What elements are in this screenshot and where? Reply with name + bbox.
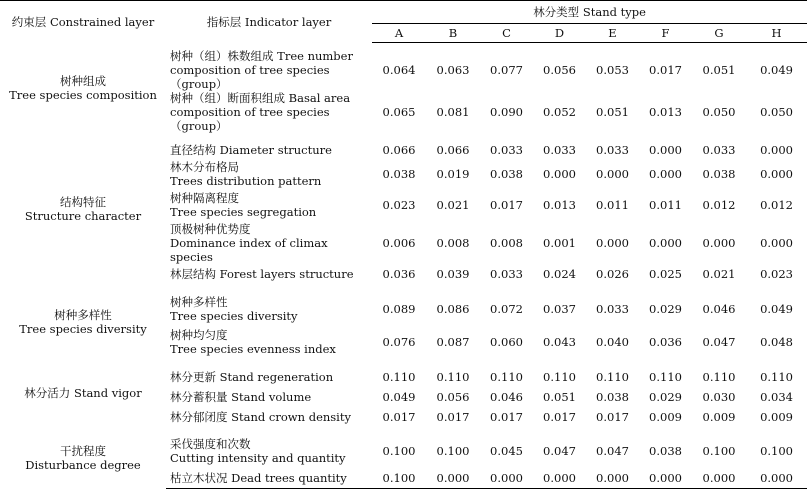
indicator-label: 林分蓄积量 Stand volume <box>170 390 312 404</box>
indicator-label-en: Tree species diversity <box>170 309 298 323</box>
weight-value-c: 0.008 <box>490 235 523 250</box>
indicator-cell <box>166 388 372 407</box>
weight-value-h: 0.023 <box>760 267 794 281</box>
weight-value-d: 0.052 <box>543 104 576 119</box>
weight-value-d: 0.000 <box>533 468 586 489</box>
weight-value-c: 0.033 <box>490 267 523 281</box>
table-row <box>0 133 807 160</box>
weight-value-h: 0.000 <box>760 143 794 157</box>
indicator-cell <box>166 91 372 133</box>
weight-value-h: 0.050 <box>760 104 794 119</box>
weight-value-b: 0.081 <box>436 104 470 119</box>
weight-value-e: 0.033 <box>596 302 629 316</box>
weight-value-c: 0.046 <box>490 390 523 404</box>
weight-value-b: 0.086 <box>436 302 470 316</box>
constrained-layer-en: Disturbance degree <box>25 457 141 472</box>
indicator-label: 林分更新 Stand regeneration <box>170 370 334 384</box>
weight-value-b: 0.021 <box>436 198 470 212</box>
weight-value-e: 0.110 <box>596 370 629 384</box>
weight-value-h: 0.048 <box>760 335 794 349</box>
header-indicator-layer: 指标层 Indicator layer <box>166 1 372 43</box>
weight-value-b: 0.110 <box>436 370 470 384</box>
weight-value-g: 0.047 <box>702 335 736 349</box>
weight-value-g: 0.038 <box>702 167 736 181</box>
weight-value-d: 0.110 <box>543 370 576 384</box>
weight-value-e: 0.040 <box>596 335 629 349</box>
weight-value-d: 0.047 <box>543 444 576 458</box>
weight-value-g: 0.000 <box>702 235 736 250</box>
constrained-layer-cell <box>0 285 166 359</box>
header-constrained-layer: 约束层 Constrained layer <box>0 1 166 43</box>
weight-value-a: 0.100 <box>372 468 426 489</box>
table-row <box>0 359 807 388</box>
weight-value-g: 0.021 <box>702 267 736 281</box>
weight-value-d: 0.033 <box>543 143 576 157</box>
weight-value-c: 0.033 <box>490 143 523 157</box>
constrained-layer-cell <box>0 43 166 133</box>
indicator-cell <box>166 264 372 285</box>
weight-value-f: 0.000 <box>639 468 692 489</box>
weight-value-a: 0.100 <box>382 444 416 458</box>
weight-value-d: 0.017 <box>543 409 576 424</box>
weight-value-b: 0.087 <box>436 335 470 349</box>
indicator-label: 枯立木状况 Dead trees quantity <box>170 470 347 485</box>
constrained-layer-zh: 林分活力 Stand vigor <box>24 385 142 400</box>
weight-value-d: 0.024 <box>543 267 576 281</box>
constrained-layer-cell <box>0 427 166 489</box>
indicator-cell <box>166 359 372 388</box>
weight-value-e: 0.000 <box>596 235 629 250</box>
weight-value-g: 0.051 <box>702 62 736 77</box>
weight-value-b: 0.056 <box>436 390 470 404</box>
weight-value-c: 0.077 <box>490 62 523 77</box>
weight-value-a: 0.038 <box>382 167 416 181</box>
header-type-c: C <box>480 24 533 43</box>
weight-value-c: 0.000 <box>480 468 533 489</box>
weight-value-b: 0.017 <box>436 409 470 424</box>
weight-value-h: 0.012 <box>760 198 794 212</box>
table-row <box>0 427 807 468</box>
constrained-layer-zh: 干扰程度 <box>60 443 106 458</box>
indicator-label: 树种隔离程度 <box>170 191 239 205</box>
indicator-cell <box>166 222 372 264</box>
weight-value-e: 0.047 <box>596 444 629 458</box>
weight-value-b: 0.066 <box>436 143 470 157</box>
table-row <box>0 285 807 326</box>
weight-value-d: 0.043 <box>543 335 576 349</box>
weight-value-f: 0.038 <box>649 444 682 458</box>
indicator-label-en: Tree species segregation <box>170 205 317 219</box>
weight-value-f: 0.029 <box>649 302 682 316</box>
weight-value-f: 0.009 <box>649 409 682 424</box>
weight-value-d: 0.000 <box>543 167 576 181</box>
constrained-layer-en: Structure character <box>24 208 142 223</box>
constrained-layer-cell <box>0 359 166 427</box>
weight-value-h: 0.000 <box>760 235 794 250</box>
weight-value-e: 0.000 <box>586 468 639 489</box>
weight-value-f: 0.025 <box>649 267 682 281</box>
weight-value-b: 0.008 <box>436 235 470 250</box>
indicator-cell <box>166 285 372 326</box>
indicator-cell <box>166 427 372 468</box>
weight-value-f: 0.000 <box>649 143 682 157</box>
weight-value-g: 0.046 <box>702 302 736 316</box>
weight-value-g: 0.000 <box>692 468 746 489</box>
weight-value-b: 0.100 <box>436 444 470 458</box>
indicator-label: 采伐强度和次数 <box>170 437 251 451</box>
weight-value-h: 0.000 <box>760 167 794 181</box>
weight-value-h: 0.110 <box>760 370 794 384</box>
weight-value-f: 0.011 <box>649 198 682 212</box>
indicator-cell <box>166 326 372 359</box>
weight-value-h: 0.049 <box>760 62 794 77</box>
weight-value-e: 0.000 <box>596 167 629 181</box>
weight-value-a: 0.076 <box>382 335 416 349</box>
weight-value-b: 0.063 <box>436 62 470 77</box>
weight-value-d: 0.056 <box>543 62 576 77</box>
weight-value-e: 0.026 <box>596 267 629 281</box>
weight-value-c: 0.060 <box>490 335 523 349</box>
weight-value-a: 0.065 <box>382 104 416 119</box>
indicator-cell <box>166 468 372 489</box>
indicator-label: 林分郁闭度 Stand crown density <box>170 409 351 424</box>
indicator-cell <box>166 133 372 160</box>
indicator-cell <box>166 43 372 91</box>
weight-value-e: 0.011 <box>596 198 629 212</box>
weight-value-f: 0.036 <box>649 335 682 349</box>
weight-value-c: 0.017 <box>490 198 523 212</box>
weight-value-h: 0.049 <box>760 302 794 316</box>
table-body <box>0 43 807 489</box>
weight-value-e: 0.053 <box>596 62 629 77</box>
weight-value-c: 0.038 <box>490 167 523 181</box>
weight-value-g: 0.110 <box>702 370 736 384</box>
indicator-label: 树种均匀度 <box>170 328 228 342</box>
indicator-label-en: Tree species evenness index <box>170 342 336 356</box>
weight-value-f: 0.000 <box>649 235 682 250</box>
weight-value-a: 0.036 <box>382 267 416 281</box>
constrained-layer-en: Tree species diversity <box>19 321 147 336</box>
indicator-label: 直径结构 Diameter structure <box>170 143 332 157</box>
weight-value-h: 0.009 <box>760 409 794 424</box>
weight-value-f: 0.013 <box>649 104 682 119</box>
weight-value-e: 0.017 <box>596 409 629 424</box>
weight-value-h: 0.000 <box>746 468 807 489</box>
weight-value-g: 0.012 <box>702 198 736 212</box>
weight-value-a: 0.023 <box>382 198 416 212</box>
constrained-layer-en: Tree species composition <box>9 87 157 102</box>
weight-value-h: 0.100 <box>760 444 794 458</box>
weight-value-a: 0.049 <box>382 390 416 404</box>
indicator-label: 林木分布格局 <box>170 160 239 174</box>
weight-value-e: 0.038 <box>596 390 629 404</box>
weight-value-g: 0.030 <box>702 390 736 404</box>
header-type-g: G <box>692 24 746 43</box>
weight-value-d: 0.037 <box>543 302 576 316</box>
indicator-label-en: Cutting intensity and quantity <box>170 451 346 465</box>
indicator-label-en: composition of tree species（group） <box>170 104 330 133</box>
header-type-d: D <box>533 24 586 43</box>
indicator-label: 树种（组）株数组成 Tree number <box>170 48 353 63</box>
indicator-label: 林层结构 Forest layers structure <box>170 267 354 281</box>
constrained-layer-zh: 结构特征 <box>60 194 106 209</box>
weight-value-c: 0.017 <box>490 409 523 424</box>
weight-value-a: 0.006 <box>382 235 416 250</box>
weight-value-a: 0.017 <box>382 409 416 424</box>
header-stand-type: 林分类型 Stand type <box>372 1 807 24</box>
header-type-e: E <box>586 24 639 43</box>
weight-value-b: 0.000 <box>426 468 480 489</box>
weight-value-c: 0.110 <box>490 370 523 384</box>
indicator-label-en: Dominance index of climax species <box>170 235 328 264</box>
weight-value-a: 0.110 <box>382 370 416 384</box>
header-type-a: A <box>372 24 426 43</box>
weight-value-f: 0.029 <box>649 390 682 404</box>
constrained-layer-zh: 树种多样性 <box>54 307 112 322</box>
weight-value-b: 0.039 <box>436 267 470 281</box>
weight-value-g: 0.050 <box>702 104 736 119</box>
indicator-label-en: composition of tree species（group） <box>170 62 330 91</box>
indicator-cell <box>166 189 372 222</box>
weight-value-d: 0.013 <box>543 198 576 212</box>
weight-value-g: 0.009 <box>702 409 736 424</box>
indicator-cell <box>166 407 372 427</box>
indicator-cell <box>166 160 372 189</box>
header-type-b: B <box>426 24 480 43</box>
weight-value-c: 0.090 <box>490 104 523 119</box>
weight-value-c: 0.045 <box>490 444 523 458</box>
weight-value-f: 0.110 <box>649 370 682 384</box>
weight-value-a: 0.089 <box>382 302 416 316</box>
constrained-layer-zh: 树种组成 <box>60 73 106 88</box>
weight-value-e: 0.051 <box>596 104 629 119</box>
weight-value-d: 0.051 <box>543 390 576 404</box>
indicator-label-en: Trees distribution pattern <box>170 174 322 188</box>
weight-value-a: 0.064 <box>382 62 416 77</box>
header-type-h: H <box>746 24 807 43</box>
weight-value-e: 0.033 <box>596 143 629 157</box>
weight-value-g: 0.033 <box>702 143 736 157</box>
weight-value-c: 0.072 <box>490 302 523 316</box>
weight-value-h: 0.034 <box>760 390 794 404</box>
indicator-label: 树种（组）断面积组成 Basal area <box>170 90 351 105</box>
weight-value-f: 0.017 <box>649 62 682 77</box>
weight-value-a: 0.066 <box>382 143 416 157</box>
weight-value-b: 0.019 <box>436 167 470 181</box>
weight-value-f: 0.000 <box>649 167 682 181</box>
table-row <box>0 43 807 91</box>
constrained-layer-cell <box>0 133 166 285</box>
weight-value-d: 0.001 <box>543 235 576 250</box>
indicator-label: 树种多样性 <box>170 295 228 309</box>
indicator-label: 顶极树种优势度 <box>170 221 251 236</box>
weight-value-g: 0.100 <box>702 444 736 458</box>
header-type-f: F <box>639 24 692 43</box>
